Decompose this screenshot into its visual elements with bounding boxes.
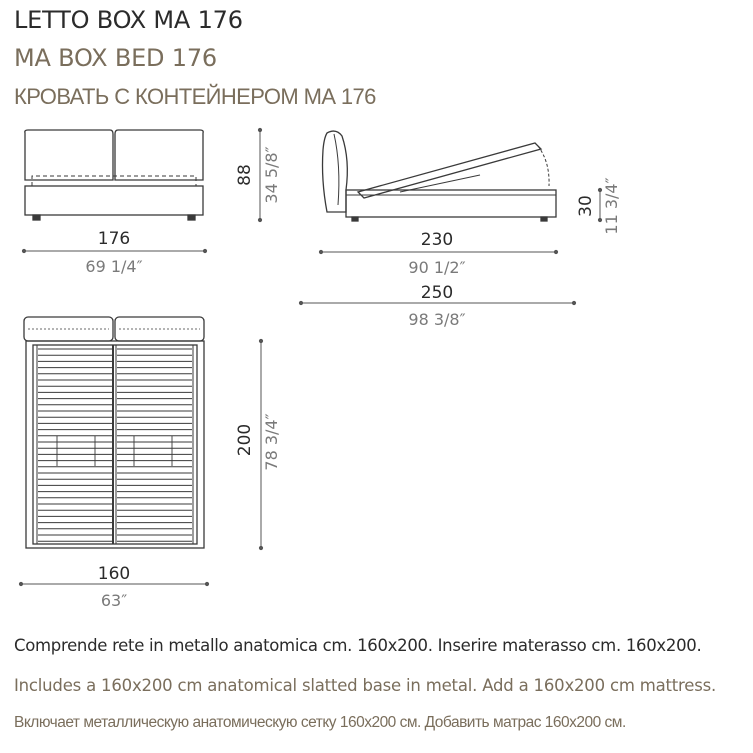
side-view bbox=[323, 131, 557, 221]
front-width-cm: 176 bbox=[97, 229, 131, 249]
top-length-cm: 200 bbox=[235, 423, 255, 457]
title-russian: КРОВАТЬ С КОНТЕЙНЕРОМ МА 176 bbox=[14, 84, 376, 109]
side-foot-right bbox=[541, 217, 547, 221]
note-english: Includes a 160x200 cm anatomical slatted base in metal. Add a 160x200 cm mattress. bbox=[14, 676, 717, 695]
title-english: MA BOX BED 176 bbox=[14, 44, 217, 72]
front-height-in: 34 5/8″ bbox=[262, 146, 281, 204]
top-width-in: 63″ bbox=[100, 591, 128, 610]
title-italian: LETTO BOX MA 176 bbox=[14, 6, 243, 34]
side-headboard bbox=[323, 131, 348, 212]
top-frame-outer bbox=[26, 341, 204, 548]
front-view bbox=[25, 130, 203, 220]
top-width-cm: 160 bbox=[97, 564, 131, 584]
top-slats bbox=[38, 349, 192, 541]
side-base-height-cm: 30 bbox=[576, 195, 596, 217]
side-frame-length-cm: 230 bbox=[420, 230, 454, 250]
side-lift-arc bbox=[538, 146, 549, 186]
front-foot-right bbox=[188, 215, 195, 220]
note-italian: Comprende rete in metallo anatomica cm. 160x200. Inserire materasso cm. 160x200. bbox=[14, 636, 702, 655]
side-headboard-seam bbox=[334, 134, 339, 205]
side-foot-left bbox=[352, 217, 358, 221]
side-overall-length-cm: 250 bbox=[420, 283, 454, 303]
top-length-in: 78 3/4″ bbox=[262, 413, 281, 471]
front-width-in: 69 1/4″ bbox=[85, 257, 143, 276]
top-view bbox=[24, 317, 204, 548]
front-right-cushion bbox=[115, 130, 203, 180]
side-frame-length-dimension bbox=[319, 250, 557, 253]
front-base bbox=[25, 186, 203, 215]
side-frame-length-in: 90 1/2″ bbox=[408, 258, 466, 277]
note-russian: Включает металлическую анатомическую сетку 160x200 см. Добавить матрас 160x200 см. bbox=[14, 714, 626, 731]
side-base-height-in: 11 3/4″ bbox=[602, 177, 621, 235]
front-height-cm: 88 bbox=[235, 164, 255, 186]
front-left-cushion bbox=[25, 130, 113, 180]
front-mattress-dashed bbox=[32, 176, 196, 186]
front-width-dimension bbox=[22, 249, 206, 252]
front-foot-left bbox=[33, 215, 40, 220]
side-overall-length-in: 98 3/8″ bbox=[408, 310, 466, 329]
top-lumbar-zone bbox=[57, 436, 172, 466]
